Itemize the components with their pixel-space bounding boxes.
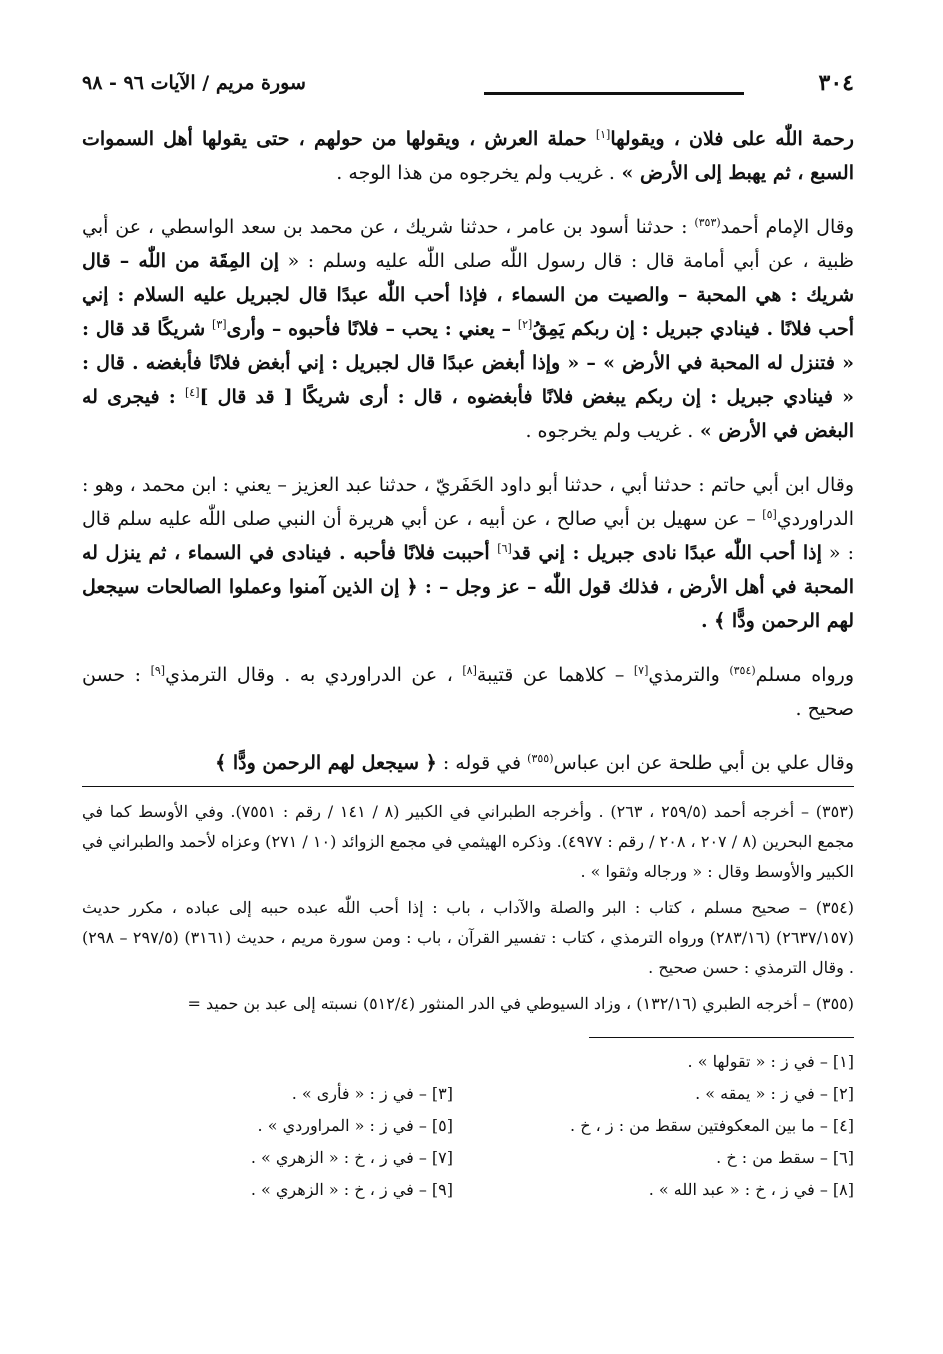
variant-note-3: [٣] – في ز : « فأرى » . <box>291 1084 453 1103</box>
commentary-text: . غريب ولم يخرجوه . <box>525 420 694 442</box>
hadith-text: أحببت فلانًا فأحبه . فينادى في السماء ، ثم ينزل له المحبة في أهل الأرض ، فذلك قول اللّٰه – عز وجل – : ﴿ إن الذين آمنوا وعملوا الصالحات سيجعل لهم الرحمن ودًّا ﴾ . <box>82 542 854 632</box>
footnote-ref-353: (٣٥٣) <box>694 216 721 229</box>
footnote-355: (٣٥٥) – أخرجه الطبري (١٣٢/١٦) ، وزاد السيوطي في الدر المنثور (٥١٢/٤) نسبته إلى عبد بن حميد = <box>187 994 854 1013</box>
variant-note-5: [٥] – في ز : « المراوردي » . <box>257 1116 453 1135</box>
narration-text: ورواه مسلم <box>755 664 854 686</box>
hadith-text: إذا أحب اللّٰه عبدًا نادى جبريل : إني قد <box>511 542 822 564</box>
variant-note-9: [٩] – في ز ، خ : « الزهري » . <box>250 1180 453 1199</box>
paragraph-1 <box>82 122 854 190</box>
paragraph-4 <box>82 658 854 726</box>
variant-ref-8: [٨] <box>462 664 477 677</box>
page-header <box>82 70 854 110</box>
variant-ref-1: [١] <box>595 128 611 141</box>
hadith-text: : فيجرى له البغض في الأرض » <box>82 386 854 442</box>
narration-text: في قوله : <box>436 752 528 774</box>
footnotes <box>82 797 854 1019</box>
variants-separator <box>589 1037 854 1038</box>
narration-text: وقال الإمام أحمد <box>720 216 855 238</box>
page-number: ٣٠٤ <box>818 70 854 96</box>
commentary-text: . غريب ولم يخرجوه من هذا الوجه . <box>336 162 615 184</box>
variant-ref-6: [٦] <box>497 542 512 555</box>
footnote-354: (٣٥٤) – صحيح مسلم ، كتاب : البر والصلة والآداب ، باب : إذا أحب اللّٰه عبده حببه إلى عباده ، مكرر حديث (٢٦٣٧/١٥٧) (٢٨٣/١٦) ورواه الترمذي ، كتاب : تفسير القرآن ، باب : ومن سورة مريم ، حديث (٣١٦١) (٢٩٧/٥ – ٢٩٨) . وقال الترمذي : حسن صحيح . <box>82 898 855 977</box>
hadith-text: – يعني : يحب – فلانًا فأحبوه – وأرى <box>226 318 518 340</box>
paragraph-2 <box>82 210 854 448</box>
paragraph-3 <box>82 468 854 638</box>
variant-ref-7: [٧] <box>633 664 649 677</box>
paragraph-5 <box>82 746 854 780</box>
variant-ref-9: [٩] <box>150 664 166 677</box>
variant-note-4: [٤] – ما بين المعكوفتين سقط من : ز ، خ . <box>570 1116 854 1135</box>
isnad-text: – عن سهيل بن أبي صالح ، عن أبيه ، عن أبي هريرة أن النبي صلى اللّٰه عليه سلم قال : « <box>82 508 854 564</box>
variant-note-2: [٢] – في ز : « يمقه » . <box>695 1084 854 1103</box>
variant-ref-3: [٣] <box>212 318 227 331</box>
narration-text: : حسن صحيح . <box>82 664 854 720</box>
manuscript-variants <box>82 1048 854 1204</box>
footnote-ref-355: (٣٥٥) <box>527 752 554 765</box>
variant-note-empty <box>82 1048 453 1076</box>
hadith-text: إن المِقَة من اللّٰه – قال شريك : هي المحبة – والصيت من السماء ، فإذا أحب اللّٰه عبدًا قال لجبريل عليه السلام : إني أحب فلانًا . فينادي جبريل : إن ربكم يَمِقُ <box>82 250 854 340</box>
book-page <box>82 70 855 1199</box>
hadith-text: رحمة اللّٰه على فلان ، ويقولها <box>610 128 854 150</box>
narration-text: – كلاهما عن قتيبة <box>476 664 634 686</box>
header-rule <box>484 92 744 95</box>
narration-text: ، عن الدراوردي به . وقال الترمذي <box>165 664 463 686</box>
variant-note-1: [١] – في ز : « تقولها » . <box>687 1052 854 1071</box>
isnad-text: وقال ابن أبي حاتم : حدثنا أبي ، حدثنا أبو داود الحَفَريّ ، حدثنا عبد العزيز – يعني : ابن محمد ، وهو : الدراوردي <box>82 474 854 530</box>
main-text <box>82 122 854 1204</box>
variant-note-6: [٦] – سقط من : خ . <box>716 1148 854 1167</box>
variant-ref-5: [٥] <box>762 508 777 521</box>
quran-verse: ﴿ سيجعل لهم الرحمن ودًّا ﴾ <box>215 752 437 774</box>
narration-text: وقال علي بن أبي طلحة عن ابن عباس <box>553 752 854 774</box>
isnad-text: : حدثنا أسود بن عامر ، حدثنا شريك ، عن محمد بن سعد الواسطي ، عن أبي ظبية ، عن أبي أمامة قال : قال رسول اللّٰه صلى اللّٰه عليه وسلم : « <box>82 216 854 272</box>
narration-text: والترمذي <box>648 664 730 686</box>
footnote-353: (٣٥٣) – أخرجه أحمد (٢٥٩/٥ ، ٢٦٣) . وأخرجه الطبراني في الكبير (٨ / ١٤١ / رقم : ٧٥٥١). وفي الأوسط كما في مجمع البحرين (٨ / ٢٠٧ ، ٢٠٨ / رقم : ٤٩٧٧). وذكره الهيثمي في مجمع الزوائد (١٠ / ٢٧١) وعزاه لأحمد والطبراني في الكبير والأوسط وقال : « ورجاله وثقوا » . <box>82 802 855 881</box>
variant-ref-4: [٤] <box>184 386 200 399</box>
variant-note-8: [٨] – في ز ، خ : « عبد الله » . <box>648 1180 854 1199</box>
hadith-text: شريكًا قد قال : « فتنزل له المحبة في الأرض » – « وإذا أبغض عبدًا قال لجبريل : إني أبغض فلانًا فأبغضه . قال : « فينادي جبريل : إن ربكم يبغض فلانًا فأبغضوه ، قال : أرى شريكًا [ قد قال ] <box>82 318 854 408</box>
variant-ref-2: [٢] <box>517 318 533 331</box>
hadith-text: حملة العرش ، ويقولها من حولهم ، حتى يقولها أهل السموات السبع ، ثم يهبط إلى الأرض » <box>82 128 854 184</box>
footnotes-separator <box>82 786 854 787</box>
variant-note-7: [٧] – في ز ، خ : « الزهري » . <box>250 1148 453 1167</box>
running-title: سورة مريم / الآيات ٩٦ - ٩٨ <box>82 72 306 94</box>
footnote-ref-354: (٣٥٤) <box>729 664 756 677</box>
